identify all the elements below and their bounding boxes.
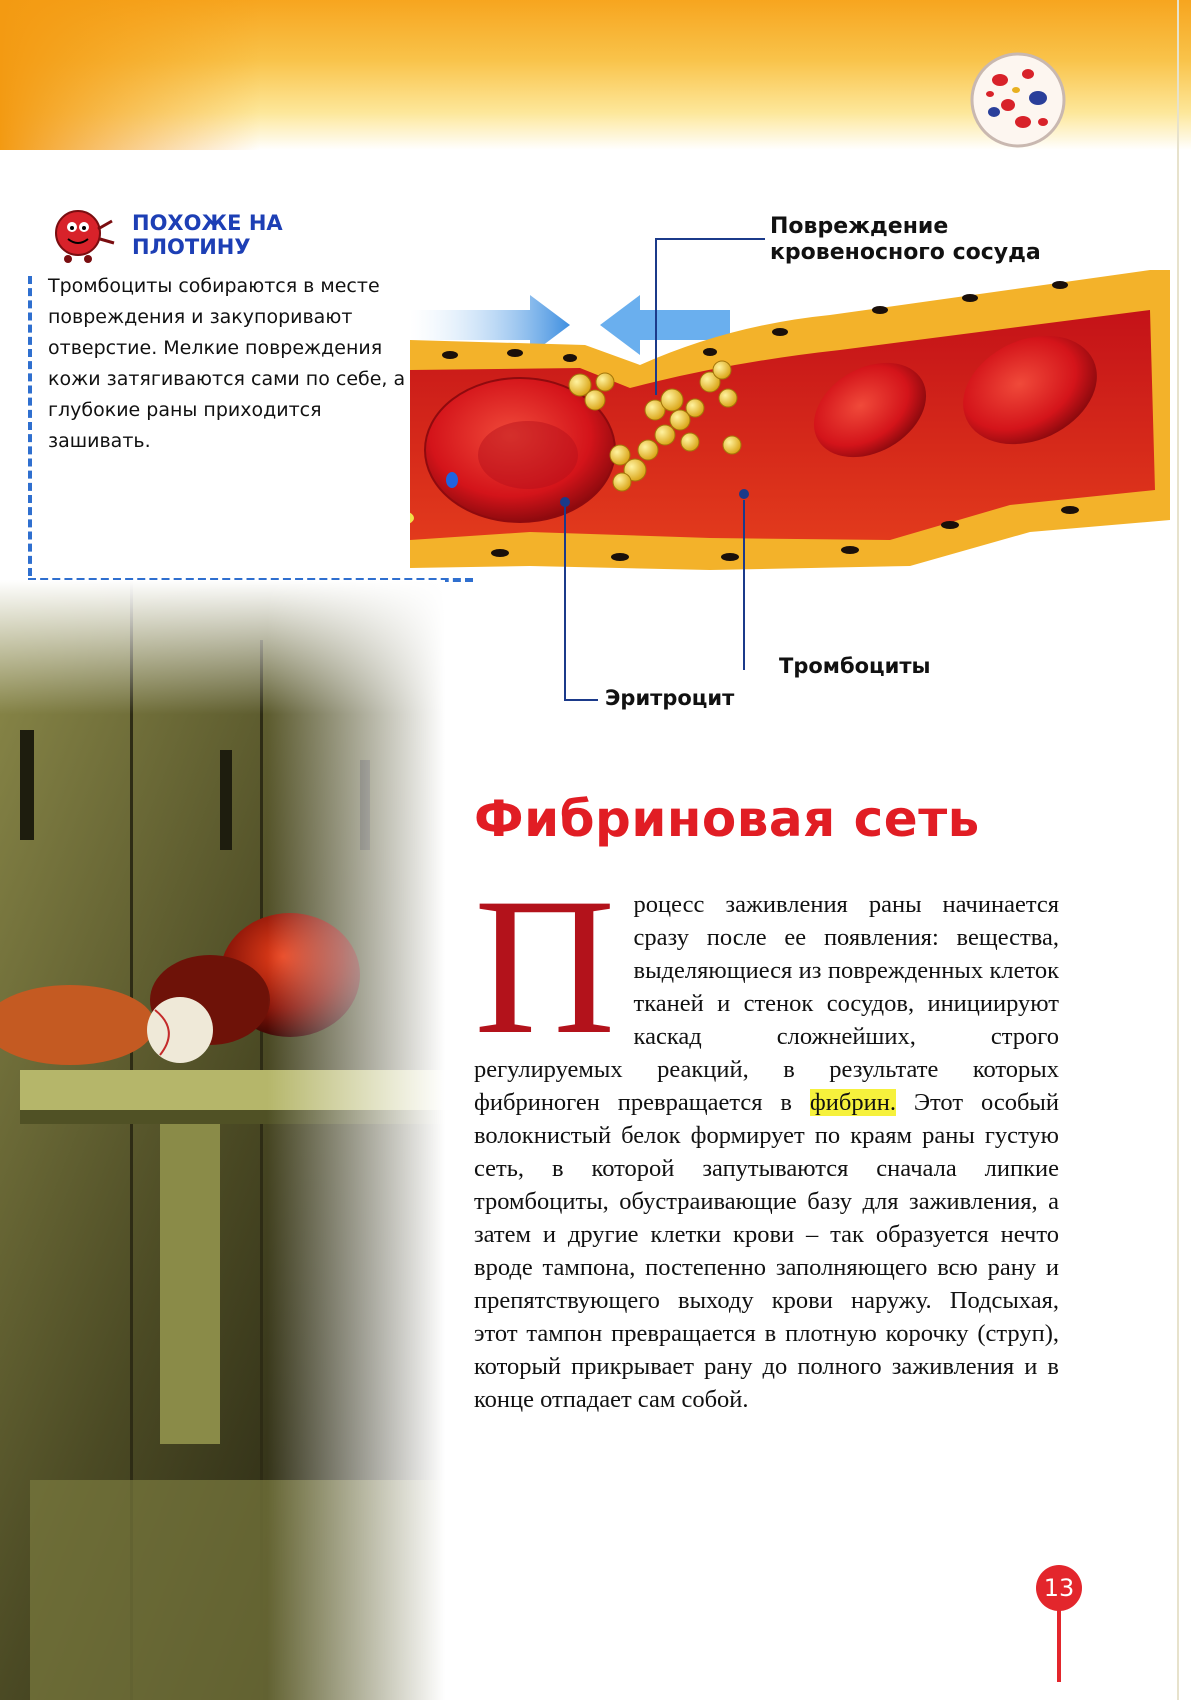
page-number: 13 (1036, 1565, 1082, 1611)
drop-cap: П (474, 858, 616, 1075)
page-edge-rule (1177, 0, 1179, 1700)
article-title: Фибриновая сеть (474, 790, 980, 848)
article-body (474, 858, 1059, 1416)
blood-smear-icon (968, 50, 1068, 150)
page-number-stem (1057, 1610, 1061, 1682)
article-text-part-2: Этот особый волокнистый белок формирует по краям раны густую сеть, в которой запутываются сначала липкие тромбоциты, обустраивающие базу для заживления, а затем и другие клетки крови – так образуется нечто вроде тампона, постепенно заполняющего всю рану и препятствующего выходу крови наружу. Подсыхая, этот тампон превращается в плотную корочку (струп), который прикрывает рану до полного заживления и в конце отпадает сам собой. (474, 1089, 1059, 1413)
sidebar-frame-left (28, 276, 32, 576)
locker-room-photo (0, 580, 445, 1700)
sidebar-heading: ПОХОЖЕ НА ПЛОТИНУ (132, 211, 283, 259)
blood-cell-mascot-icon (48, 203, 118, 265)
article-text-part-1: роцесс заживления раны начинается сразу после ее появления: вещества, выделяющиеся из поврежденных клеток тканей и стенок сосудов, инициируют каскад сложнейших, строго регулируемых реакций, в результате которых фибриноген превращается в (474, 891, 1059, 1116)
blood-vessel-diagram (410, 270, 1170, 640)
highlighted-term: фибрин. (809, 1089, 896, 1116)
label-vessel-damage: Повреждение кровеносного сосуда (770, 214, 1041, 265)
label-platelets: Тромбоциты (779, 654, 931, 678)
sidebar-body: Тромбоциты собираются в месте повреждения и закупоривают отверстие. Мелкие повреждения кожи затягиваются сами по себе, а глубокие раны приходится зашивать. (48, 275, 406, 452)
label-red-blood-cell: Эритроцит (605, 686, 735, 710)
